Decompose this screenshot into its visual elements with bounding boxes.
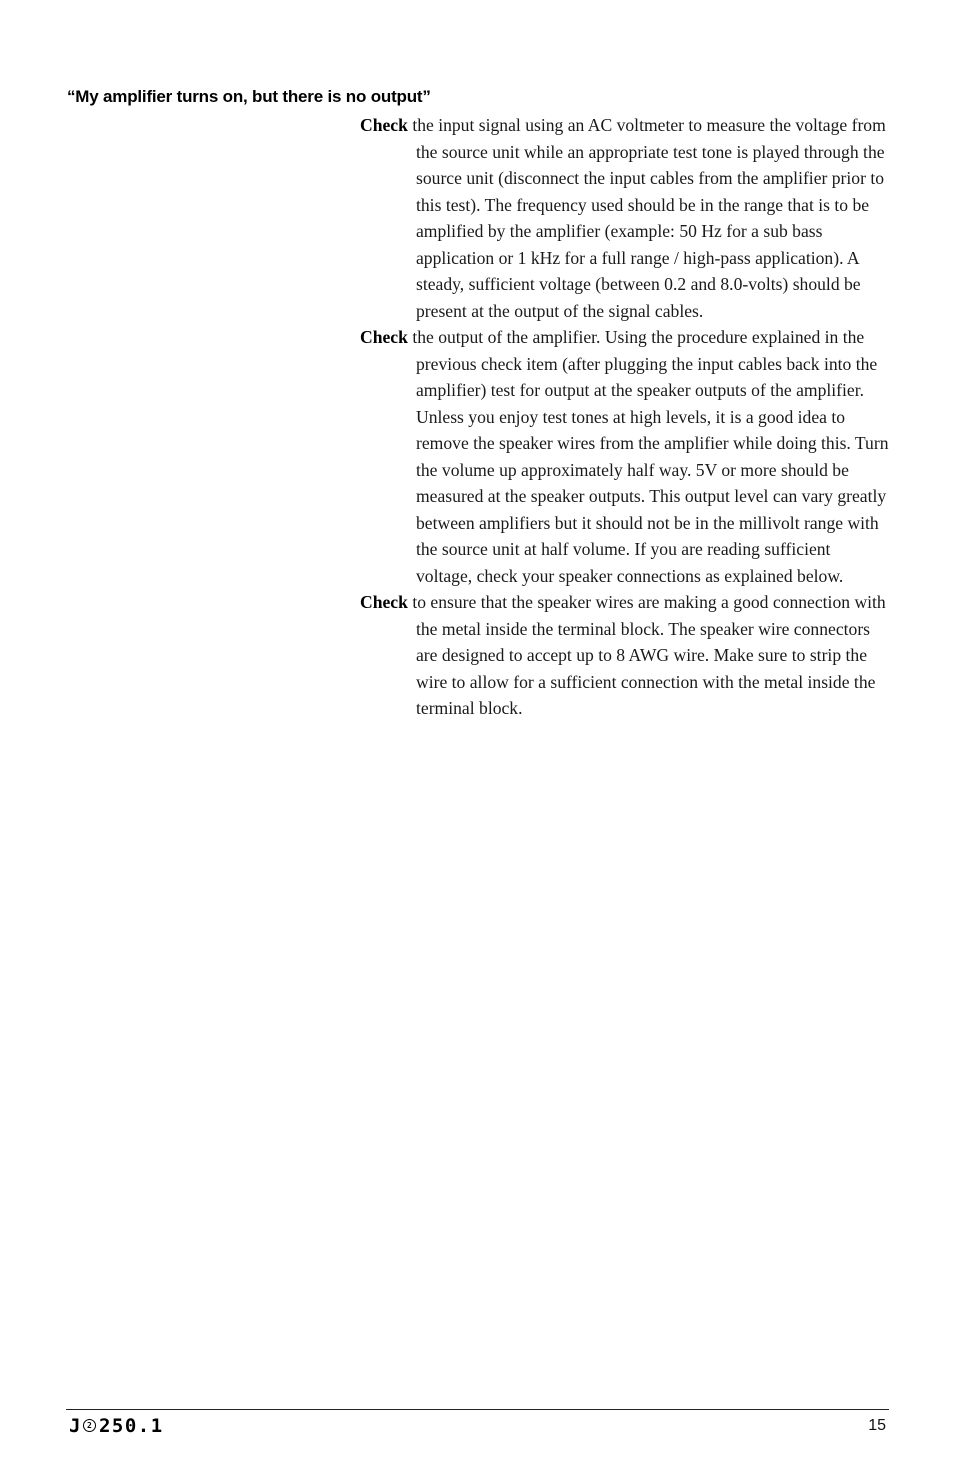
check-label: Check xyxy=(360,115,408,135)
footer-divider xyxy=(66,1409,889,1410)
check-text: to ensure that the speaker wires are making a good connection with the metal inside the terminal block. The speaker wire connectors are designed to accept up to 8 AWG wire. Make sure to strip the wire to allow for a sufficient connection with the metal inside the terminal block. xyxy=(412,592,886,718)
check-text: the input signal using an AC voltmeter to measure the voltage from the source unit while an appropriate test tone is played through the source unit (disconnect the input cables from the amplifier prior to this test). The frequency used should be in the range that is to be amplified by the amplifier (example: 50 Hz for a sub bass application or 1 kHz for a full range / high-pass application). A steady, sufficient voltage (between 0.2 and 8.0-volts) should be present at the output of the signal cables. xyxy=(412,115,886,321)
circled-two-mark: 2 xyxy=(83,1419,96,1432)
page-number: 15 xyxy=(868,1417,886,1434)
model-prefix: J xyxy=(69,1415,82,1437)
check-list xyxy=(360,112,890,722)
check-label: Check xyxy=(360,592,408,612)
check-item-1 xyxy=(360,112,890,324)
check-label: Check xyxy=(360,327,408,347)
check-item-2 xyxy=(360,324,890,589)
check-item-3 xyxy=(360,589,890,722)
model-number: 250.1 xyxy=(98,1415,164,1437)
check-text: the output of the amplifier. Using the procedure explained in the previous check item (after plugging the input cables back into the amplifier) test for output at the speaker outputs of the amplifier. Unless you enjoy test tones at high levels, it is a good idea to remove the speaker wires from the amplifier while doing this. Turn the volume up approximately half way. 5V or more should be measured at the speaker outputs. This output level can vary greatly between amplifiers but it should not be in the millivolt range with the source unit at half volume. If you are reading sufficient voltage, check your speaker connections as explained below. xyxy=(412,327,889,586)
section-heading: “My amplifier turns on, but there is no output” xyxy=(67,87,431,106)
model-logo xyxy=(69,1415,164,1437)
